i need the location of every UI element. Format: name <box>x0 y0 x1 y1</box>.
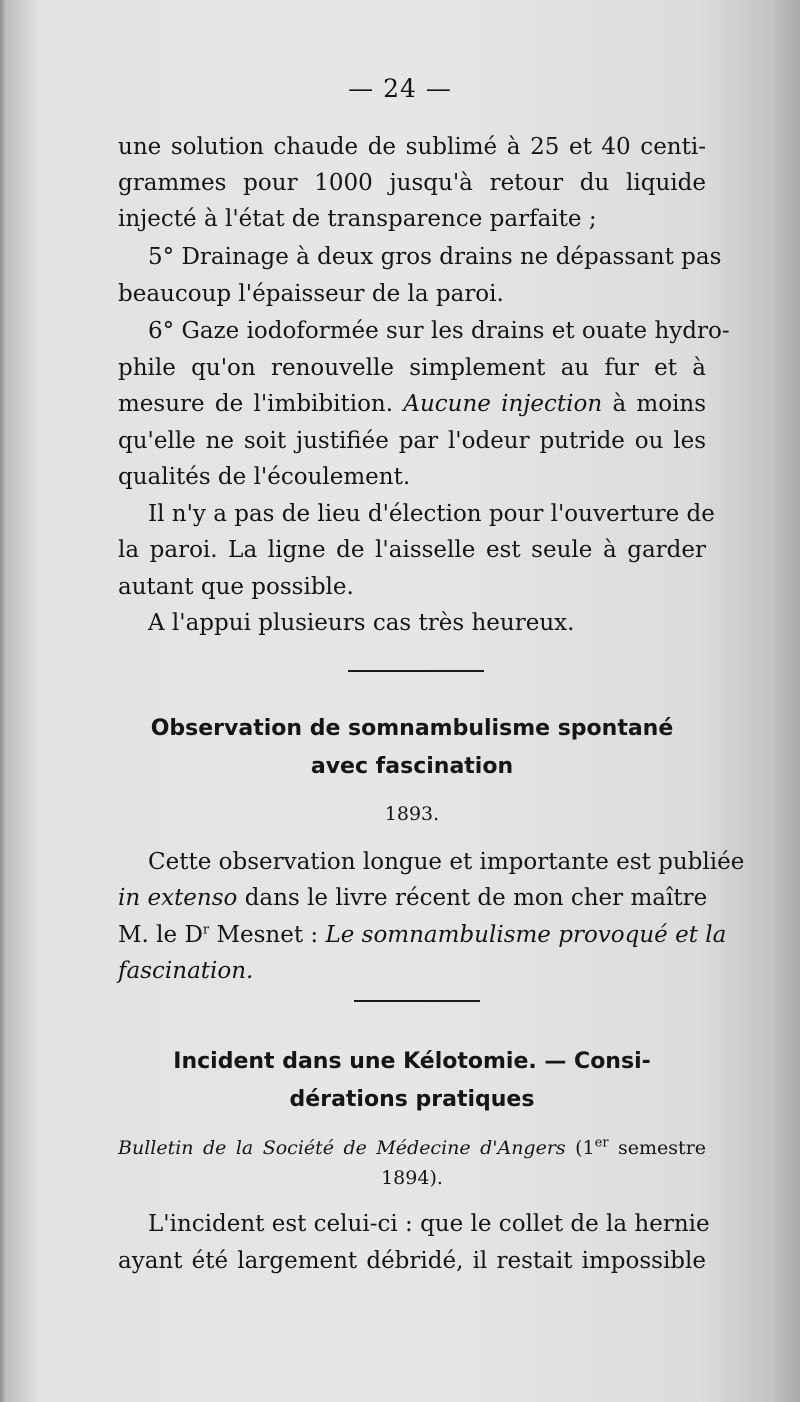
text-line: une solution chaude de sublimé à 25 et 40 centi- <box>118 134 706 160</box>
text-line: Cette observation longue et importante est publiée <box>148 849 745 875</box>
section-title: Observation de somnambulisme spontané <box>150 716 674 741</box>
text-line <box>118 386 706 422</box>
text-line: A l'appui plusieurs cas très heureux. <box>148 610 575 636</box>
section-year: 1893. <box>384 803 440 825</box>
text-line: autant que possible. <box>118 574 354 600</box>
text-line: qualités de l'écoulement. <box>118 464 411 490</box>
source-year: 1894). <box>381 1167 443 1189</box>
text-line: qu'elle ne soit justifiée par l'odeur putride ou les <box>118 428 706 454</box>
text-line <box>118 880 706 916</box>
italic-text: fascination. <box>118 958 254 984</box>
italic-text: in extenso <box>118 885 238 911</box>
text-line: 5° Drainage à deux gros drains ne dépassant pas <box>148 244 722 270</box>
text-line: phile qu'on renouvelle simplement au fur et à <box>118 355 706 381</box>
text-span: M. le D <box>118 922 203 948</box>
text-span: dans le livre récent de mon cher maître <box>244 885 708 911</box>
section-title: avec fascination <box>310 754 514 779</box>
text-line: ayant été largement débridé, il restait impossible <box>118 1248 706 1274</box>
text-line: grammes pour 1000 jusqu'à retour du liquide <box>118 170 706 196</box>
section-divider <box>354 1000 480 1002</box>
section-divider <box>348 670 484 672</box>
text-line: injecté à l'état de transparence parfaite ; <box>118 206 597 232</box>
page-number: — 24 — <box>348 74 452 103</box>
superscript: er <box>594 1135 609 1151</box>
text-line: beaucoup l'épaisseur de la paroi. <box>118 281 504 307</box>
text-line <box>118 953 706 989</box>
text-line: la paroi. La ligne de l'aisselle est seule à garder <box>118 537 706 563</box>
text-span: (1 <box>575 1137 595 1159</box>
italic-text: Aucune injection <box>403 391 603 417</box>
text-span: à moins <box>612 391 707 417</box>
text-line: L'incident est celui-ci : que le collet de la hernie <box>148 1211 710 1237</box>
text-line: 6° Gaze iodoformée sur les drains et ouate hydro- <box>148 318 730 344</box>
text-line <box>118 917 727 953</box>
text-span: mesure de l'imbibition. <box>118 391 394 417</box>
section-title: dérations pratiques <box>289 1087 535 1112</box>
italic-text: Bulletin de la Société de Médecine d'Angers <box>118 1137 566 1159</box>
italic-text: Le somnambulisme provoqué et la <box>325 922 727 948</box>
section-title: Incident dans une Kélotomie. — Consi- <box>173 1049 651 1074</box>
superscript: r <box>202 922 210 938</box>
text-span: semestre <box>618 1137 707 1159</box>
text-line: Il n'y a pas de lieu d'élection pour l'ouverture de <box>148 501 715 527</box>
text-span: Mesnet : <box>216 922 319 948</box>
